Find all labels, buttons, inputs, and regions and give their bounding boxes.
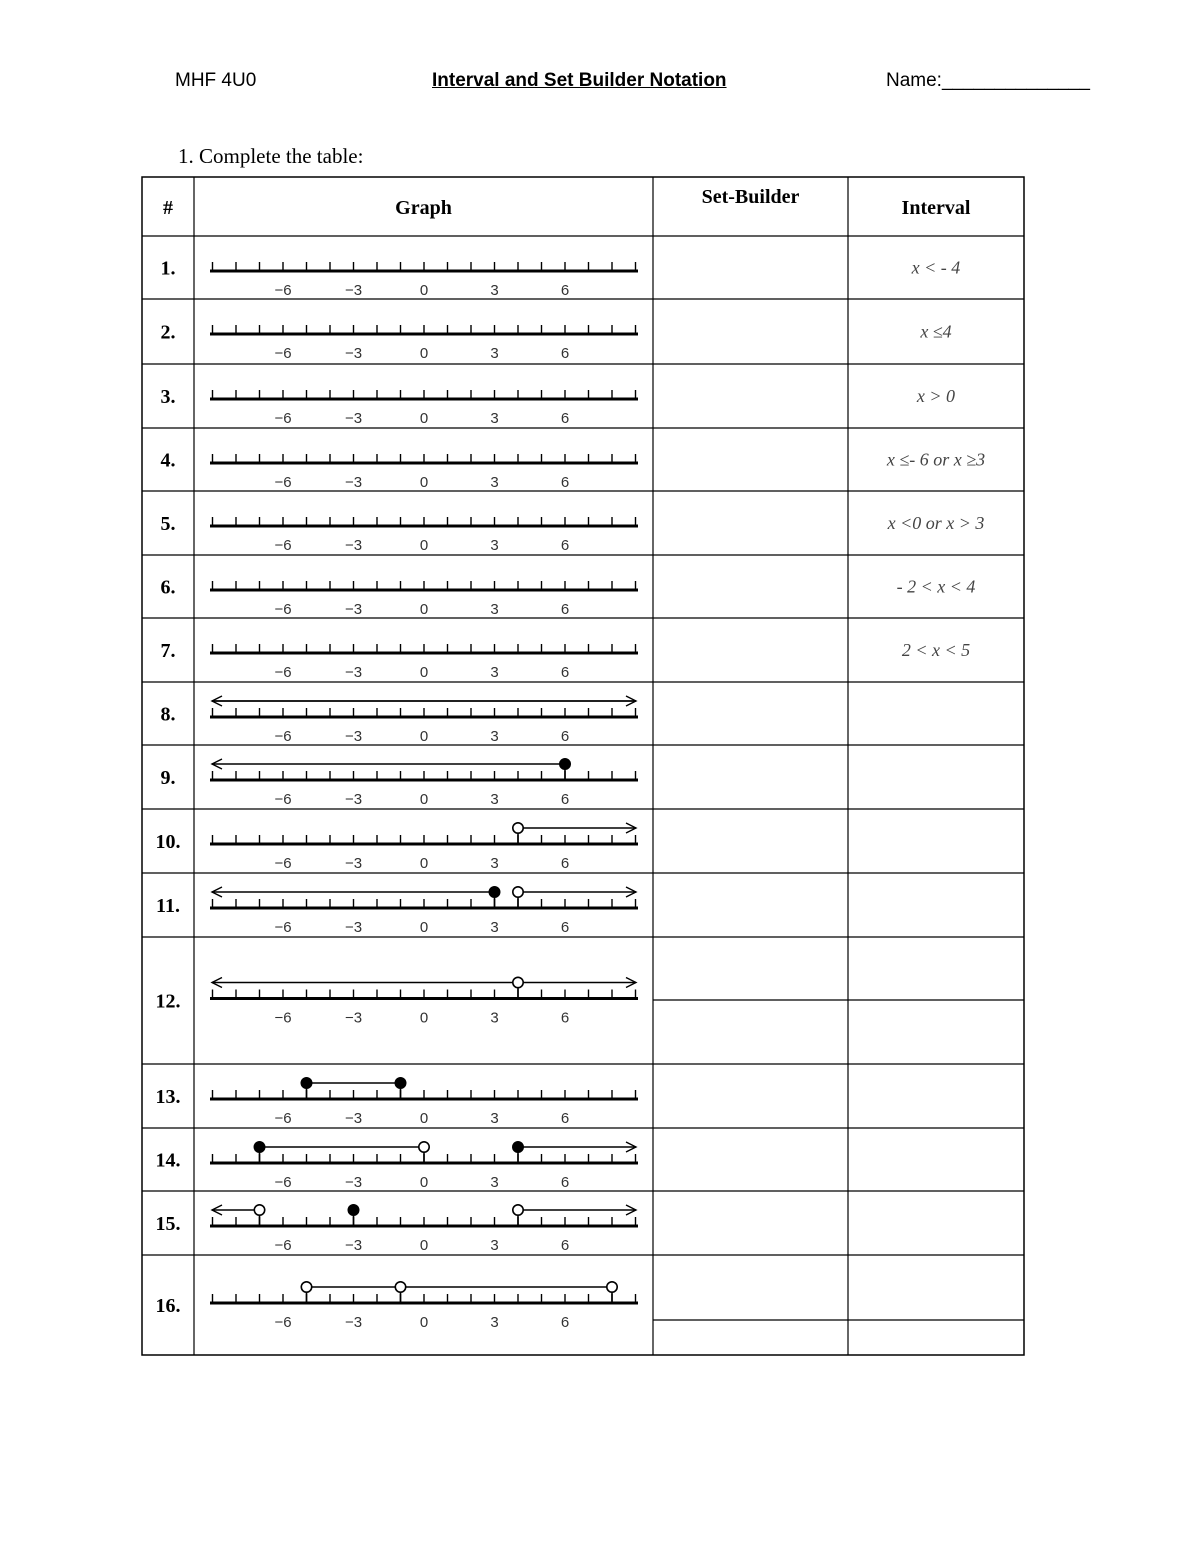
tick-label: −3 bbox=[344, 474, 363, 491]
tick-label: 6 bbox=[560, 1237, 570, 1254]
interval-expression: x > 0 bbox=[916, 386, 956, 406]
table-row bbox=[161, 513, 985, 554]
tick-label: −3 bbox=[344, 664, 363, 681]
tick-label: 0 bbox=[419, 1174, 429, 1191]
tick-label: 3 bbox=[490, 1009, 499, 1027]
number-line bbox=[210, 262, 638, 299]
tick-label: 0 bbox=[419, 1237, 429, 1254]
tick-label: 0 bbox=[419, 1009, 429, 1027]
interval-expression: x ≤4 bbox=[920, 321, 952, 342]
interval-expression: x ≤- 6 or x ≥3 bbox=[886, 449, 986, 470]
open-endpoint bbox=[395, 1282, 405, 1292]
row-number: 13. bbox=[155, 1086, 181, 1108]
table-row bbox=[161, 386, 956, 427]
tick-label: 0 bbox=[419, 919, 429, 936]
tick-label: −3 bbox=[344, 1314, 363, 1331]
tick-label: −3 bbox=[344, 601, 363, 618]
tick-label: 3 bbox=[490, 1237, 499, 1254]
tick-label: −6 bbox=[274, 601, 292, 618]
tick-label: −3 bbox=[344, 728, 363, 745]
row-number: 4. bbox=[160, 449, 176, 472]
table-row bbox=[161, 322, 952, 363]
closed-endpoint bbox=[254, 1142, 264, 1152]
tick-label: 0 bbox=[419, 728, 429, 745]
instruction-text: 1. Complete the table: bbox=[178, 144, 364, 168]
closed-endpoint bbox=[395, 1078, 405, 1088]
tick-label: −3 bbox=[344, 345, 363, 362]
tick-label: −3 bbox=[344, 1110, 363, 1127]
closed-endpoint bbox=[513, 1142, 523, 1152]
tick-label: 0 bbox=[419, 664, 429, 681]
tick-label: −6 bbox=[274, 728, 292, 745]
row-number: 7. bbox=[160, 640, 176, 662]
tick-label: 3 bbox=[490, 855, 499, 872]
header-interval: Interval bbox=[901, 197, 971, 219]
row-number: 9. bbox=[160, 767, 176, 789]
number-line bbox=[210, 1282, 638, 1331]
tick-label: 3 bbox=[490, 410, 499, 427]
tick-label: −6 bbox=[274, 1110, 292, 1127]
tick-label: −6 bbox=[274, 410, 292, 427]
tick-label: 6 bbox=[560, 1110, 570, 1127]
tick-label: 3 bbox=[490, 919, 499, 936]
number-line bbox=[210, 1142, 638, 1191]
number-line bbox=[210, 581, 638, 618]
tick-label: 6 bbox=[560, 1174, 570, 1191]
interval-expression: 2 < x < 5 bbox=[901, 640, 971, 660]
row-number: 15. bbox=[155, 1213, 181, 1235]
tick-label: 0 bbox=[419, 855, 429, 872]
number-line bbox=[210, 1205, 638, 1254]
tick-label: 6 bbox=[560, 728, 570, 745]
open-endpoint bbox=[513, 1205, 523, 1215]
row-number: 2. bbox=[160, 321, 176, 344]
tick-label: 6 bbox=[560, 664, 570, 681]
open-endpoint bbox=[254, 1205, 264, 1215]
number-line bbox=[210, 759, 638, 808]
tick-label: −3 bbox=[344, 791, 363, 808]
tick-label: 3 bbox=[490, 1314, 499, 1331]
table-row bbox=[161, 258, 961, 300]
tick-label: −3 bbox=[344, 282, 363, 299]
tick-label: −6 bbox=[274, 791, 292, 808]
tick-label: 3 bbox=[490, 1110, 499, 1127]
tick-label: 3 bbox=[490, 537, 499, 554]
tick-label: 3 bbox=[490, 345, 499, 362]
header-graph: Graph bbox=[395, 197, 452, 219]
tick-label: −3 bbox=[344, 410, 363, 427]
row-number: 8. bbox=[160, 703, 176, 726]
tick-label: 6 bbox=[560, 537, 570, 554]
tick-label: −6 bbox=[274, 664, 292, 681]
tick-label: 0 bbox=[419, 601, 429, 618]
tick-label: 3 bbox=[490, 791, 499, 808]
tick-label: −3 bbox=[344, 919, 363, 936]
number-line bbox=[210, 454, 638, 491]
row-number: 16. bbox=[155, 1295, 181, 1317]
tick-label: 3 bbox=[490, 728, 499, 745]
tick-label: 0 bbox=[419, 791, 429, 808]
tick-label: 0 bbox=[419, 537, 429, 554]
header-set-builder: Set-Builder bbox=[701, 186, 800, 208]
row-number: 10. bbox=[155, 831, 181, 853]
table-row bbox=[161, 640, 971, 681]
tick-label: −6 bbox=[274, 1237, 292, 1254]
number-line bbox=[210, 1078, 638, 1127]
closed-endpoint bbox=[301, 1078, 311, 1088]
table-row bbox=[161, 450, 986, 492]
tick-label: 6 bbox=[560, 791, 570, 808]
tick-label: −6 bbox=[274, 1009, 292, 1027]
tick-label: −3 bbox=[344, 1009, 363, 1027]
header-number: # bbox=[163, 197, 173, 219]
tick-label: 6 bbox=[560, 474, 570, 491]
worksheet-title: Interval and Set Builder Notation bbox=[432, 70, 727, 91]
number-line bbox=[210, 390, 638, 427]
number-line bbox=[210, 823, 638, 872]
closed-endpoint bbox=[348, 1205, 358, 1215]
table-row bbox=[156, 1078, 639, 1127]
tick-label: 0 bbox=[419, 282, 429, 299]
table-row bbox=[156, 977, 639, 1026]
tick-label: 6 bbox=[560, 410, 570, 427]
tick-label: 0 bbox=[419, 1110, 429, 1127]
tick-label: −6 bbox=[274, 345, 292, 362]
row-number: 14. bbox=[155, 1149, 181, 1172]
tick-label: 6 bbox=[560, 919, 570, 936]
table-row bbox=[156, 1282, 639, 1331]
tick-label: 3 bbox=[490, 282, 499, 299]
name-field-label: Name:______________ bbox=[886, 70, 1090, 91]
tick-label: −3 bbox=[344, 537, 363, 554]
table-row bbox=[161, 696, 639, 745]
tick-label: −3 bbox=[344, 855, 363, 872]
number-line bbox=[210, 644, 638, 681]
tick-label: 6 bbox=[560, 1009, 570, 1027]
course-code: MHF 4U0 bbox=[175, 70, 257, 91]
open-endpoint bbox=[301, 1282, 311, 1292]
tick-label: −3 bbox=[344, 1174, 363, 1191]
open-endpoint bbox=[513, 823, 523, 833]
row-number: 3. bbox=[160, 386, 176, 408]
interval-expression: x <0 or x > 3 bbox=[887, 513, 985, 533]
tick-label: 0 bbox=[419, 410, 429, 427]
tick-label: −6 bbox=[274, 1174, 292, 1191]
closed-endpoint bbox=[489, 887, 499, 897]
number-line bbox=[210, 977, 638, 1026]
row-number: 1. bbox=[160, 257, 176, 280]
tick-label: 6 bbox=[560, 282, 570, 299]
tick-label: 6 bbox=[560, 601, 570, 618]
tick-label: −6 bbox=[274, 919, 292, 936]
row-number: 5. bbox=[160, 513, 176, 535]
tick-label: 3 bbox=[490, 474, 499, 491]
open-endpoint bbox=[419, 1142, 429, 1152]
tick-label: 0 bbox=[419, 1314, 429, 1331]
table-row bbox=[156, 823, 639, 872]
tick-label: 3 bbox=[490, 664, 499, 681]
row-number: 11. bbox=[156, 895, 180, 917]
tick-label: −6 bbox=[274, 474, 292, 491]
table-row bbox=[156, 1205, 639, 1254]
tick-label: 3 bbox=[490, 601, 499, 618]
number-line bbox=[210, 696, 638, 745]
open-endpoint bbox=[513, 887, 523, 897]
tick-label: 6 bbox=[560, 855, 570, 872]
tick-label: −6 bbox=[274, 537, 292, 554]
table-row bbox=[156, 887, 638, 936]
number-line bbox=[210, 517, 638, 554]
number-line bbox=[210, 325, 638, 362]
tick-label: 0 bbox=[419, 474, 429, 491]
interval-expression: - 2 < x < 4 bbox=[896, 576, 976, 597]
row-number: 6. bbox=[160, 576, 176, 599]
tick-label: −6 bbox=[274, 1314, 292, 1331]
number-line bbox=[210, 887, 638, 936]
table-row bbox=[156, 1142, 639, 1191]
row-number: 12. bbox=[155, 990, 181, 1013]
tick-label: −3 bbox=[344, 1237, 363, 1254]
tick-label: 0 bbox=[419, 345, 429, 362]
table-row bbox=[161, 577, 976, 619]
table-row bbox=[161, 759, 639, 808]
interval-expression: x < - 4 bbox=[911, 257, 961, 278]
tick-label: 6 bbox=[560, 1314, 570, 1331]
closed-endpoint bbox=[560, 759, 570, 769]
tick-label: −6 bbox=[274, 855, 292, 872]
tick-label: 3 bbox=[490, 1174, 499, 1191]
open-endpoint bbox=[513, 977, 523, 987]
open-endpoint bbox=[607, 1282, 617, 1292]
tick-label: 6 bbox=[560, 345, 570, 362]
tick-label: −6 bbox=[274, 282, 292, 299]
